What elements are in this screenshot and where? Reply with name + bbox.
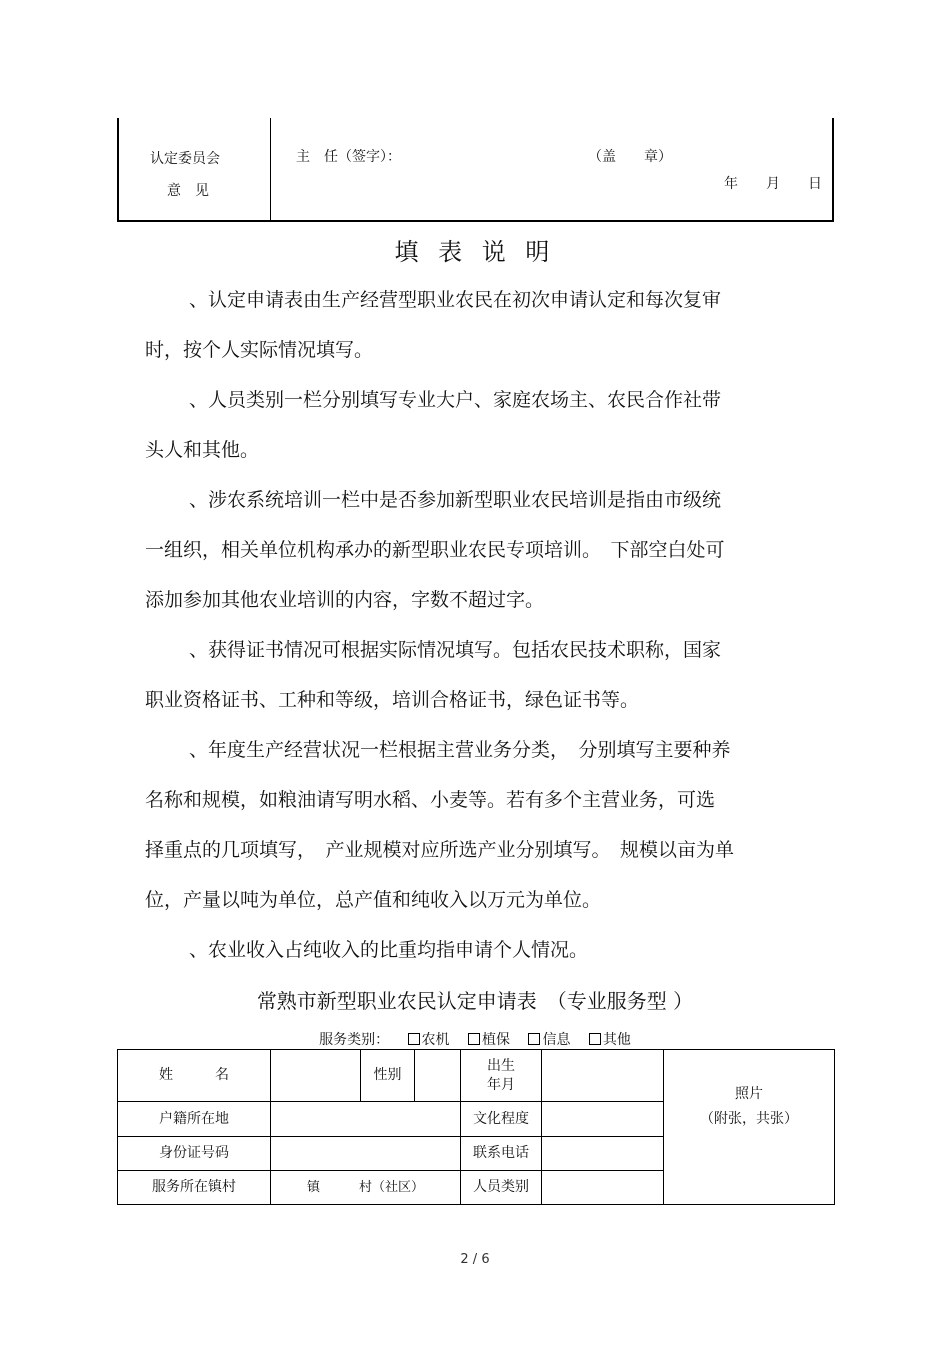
paragraph-line: 择重点的几项填写， 产业规模对应所选产业分别填写。 规模以亩为单 bbox=[145, 839, 735, 861]
birth-label-line2: 年月 bbox=[487, 1076, 515, 1093]
page-number: 2 / 6 bbox=[460, 1252, 490, 1267]
photo-label: 照片 bbox=[735, 1086, 763, 1102]
paragraph-line: 、人员类别一栏分别填写专业大户、家庭农场主、农民合作社带 bbox=[189, 389, 722, 411]
paragraph-line: 头人和其他。 bbox=[145, 439, 260, 461]
paragraph-line: 职业资格证书、工种和等级，培训合格证书，绿色证书等。 bbox=[145, 689, 640, 711]
instruction-paragraph-6 bbox=[145, 925, 805, 975]
id-number-value-cell[interactable] bbox=[271, 1137, 461, 1171]
name-label: 姓 名 bbox=[118, 1050, 271, 1102]
photo-cell[interactable] bbox=[664, 1050, 835, 1205]
service-category-label: 服务类别： bbox=[319, 1032, 390, 1048]
option-label: 植保 bbox=[482, 1032, 510, 1048]
paragraph-line: 添加参加其他农业培训的内容，字数不超过字。 bbox=[145, 589, 545, 611]
instruction-paragraph-3 bbox=[145, 475, 805, 625]
birth-label-line1: 出生 bbox=[487, 1057, 515, 1074]
director-sign-label: 主 任（签字）： bbox=[296, 149, 401, 165]
photo-note: （附张，共张） bbox=[700, 1111, 798, 1127]
instructions-title: 填 表 说 明 bbox=[394, 238, 556, 266]
application-table bbox=[117, 1049, 835, 1205]
option-label: 农机 bbox=[421, 1032, 450, 1048]
checkbox-agri-machinery[interactable] bbox=[408, 1033, 420, 1045]
date-label: 年 月 日 bbox=[724, 176, 822, 192]
birth-label bbox=[461, 1050, 542, 1102]
instruction-paragraph-5 bbox=[145, 725, 805, 925]
personnel-type-label: 人员类别 bbox=[461, 1171, 542, 1205]
personnel-type-value-cell[interactable] bbox=[542, 1171, 664, 1205]
paragraph-line: 位，产量以吨为单位，总产值和纯收入以万元为单位。 bbox=[145, 889, 602, 911]
id-number-label: 身份证号码 bbox=[118, 1137, 271, 1171]
household-value-cell[interactable] bbox=[271, 1102, 461, 1137]
phone-label: 联系电话 bbox=[461, 1137, 542, 1171]
committee-label-line1: 认定委员会 bbox=[150, 151, 220, 167]
phone-value-cell[interactable] bbox=[542, 1137, 664, 1171]
paragraph-line: 、获得证书情况可根据实际情况填写。包括农民技术职称，国家 bbox=[189, 639, 722, 661]
committee-table-divider bbox=[270, 118, 271, 222]
education-label: 文化程度 bbox=[461, 1102, 542, 1137]
option-label: 其他 bbox=[602, 1032, 631, 1048]
paragraph-line: 一组织，相关单位机构承办的新型职业农民专项培训。 下部空白处可 bbox=[145, 539, 725, 561]
checkbox-information[interactable] bbox=[528, 1033, 540, 1045]
seal-label: （盖 章） bbox=[588, 149, 672, 165]
birth-value-cell[interactable] bbox=[542, 1050, 664, 1102]
gender-value-cell[interactable] bbox=[415, 1050, 461, 1102]
paragraph-line: 、认定申请表由生产经营型职业农民在初次申请认定和每次复审 bbox=[189, 289, 722, 311]
checkbox-other[interactable] bbox=[589, 1033, 601, 1045]
instruction-paragraph-2 bbox=[145, 375, 805, 475]
name-value-cell[interactable] bbox=[271, 1050, 361, 1102]
committee-opinion-table bbox=[117, 118, 834, 222]
paragraph-line: 名称和规模，如粮油请写明水稻、小麦等。若有多个主营业务，可选 bbox=[145, 789, 716, 811]
option-label: 信息 bbox=[542, 1032, 571, 1048]
paragraph-line: 时，按个人实际情况填写。 bbox=[145, 339, 374, 361]
town-village-cell[interactable]: 镇 村（社区） bbox=[271, 1171, 461, 1205]
service-category-row bbox=[0, 1029, 950, 1049]
service-location-label: 服务所在镇村 bbox=[118, 1171, 271, 1205]
gender-label: 性别 bbox=[361, 1050, 415, 1102]
checkbox-plant-protection[interactable] bbox=[468, 1033, 480, 1045]
form-title: 常熟市新型职业农民认定申请表 （专业服务型 ） bbox=[256, 989, 694, 1013]
paragraph-line: 、涉农系统培训一栏中是否参加新型职业农民培训是指由市级统 bbox=[189, 489, 722, 511]
household-label: 户籍所在地 bbox=[118, 1102, 271, 1137]
instruction-paragraph-1 bbox=[145, 275, 805, 375]
committee-label-line2: 意 见 bbox=[167, 183, 209, 199]
education-value-cell[interactable] bbox=[542, 1102, 664, 1137]
paragraph-line: 、年度生产经营状况一栏根据主营业务分类， 分别填写主要种养 bbox=[189, 739, 731, 761]
paragraph-line: 、农业收入占纯收入的比重均指申请个人情况。 bbox=[189, 939, 589, 961]
instruction-paragraph-4 bbox=[145, 625, 805, 725]
